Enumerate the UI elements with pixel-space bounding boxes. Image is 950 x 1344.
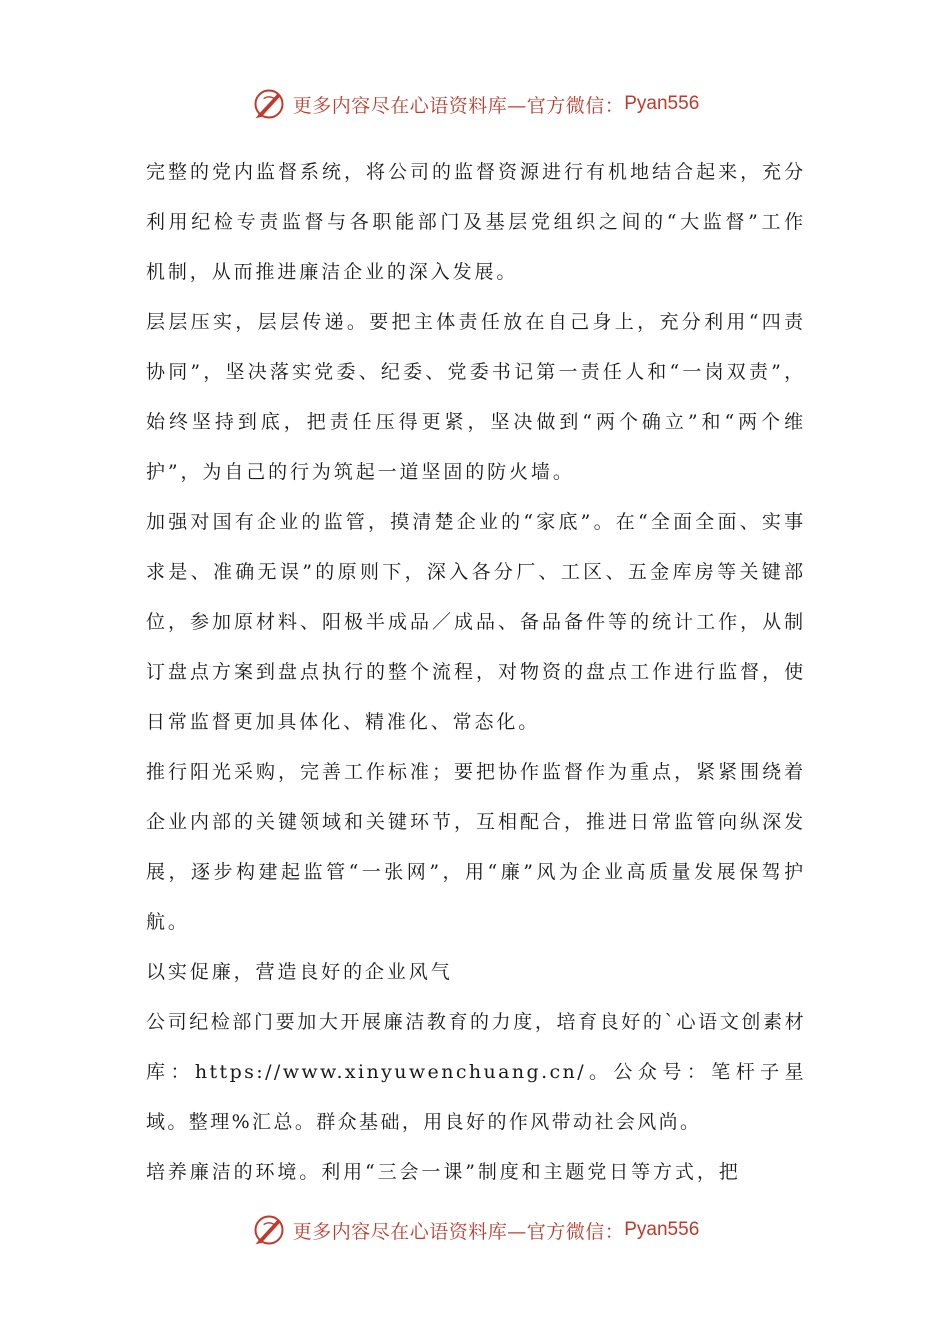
- paragraph: 培养廉洁的环境。利用“三会一课”制度和主题党日等方式，把: [146, 1161, 741, 1183]
- paragraph: 层层压实，层层传递。要把主体责任放在自己身上，充分利用“四责协同”，坚决落实党委、纪委、党委书记第一责任人和“一岗双责”，始终坚持到底，把责任压得更紧，坚决做到“两个确立”和“两个维护”，为自己的行为筑起一道坚固的防火墙。: [146, 311, 806, 483]
- section-heading: 以实促廉，营造良好的企业风气: [146, 961, 453, 983]
- footer-banner: [0, 1210, 950, 1250]
- banner-wechat-id: Pyan556: [624, 93, 700, 114]
- document-body: [146, 147, 806, 1197]
- banner-wechat-id: Pyan556: [624, 1219, 700, 1240]
- paragraph: 公司纪检部门要加大开展廉洁教育的力度，培育良好的`心语文创素材库：https://www.xinyuwenchuang.cn/。公众号：笔杆子星域。整理%汇总。群众基础，用良好的作风带动社会风尚。: [146, 1011, 806, 1133]
- banner-text: 更多内容尽在心语资料库—官方微信：: [292, 94, 625, 117]
- header-banner: [0, 84, 950, 124]
- paragraph: 加强对国有企业的监管，摸清楚企业的“家底”。在“全面全面、实事求是、准确无误”的原则下，深入各分厂、工区、五金库房等关键部位，参加原材料、阳极半成品／成品、备品备件等的统计工作，从制订盘点方案到盘点执行的整个流程，对物资的盘点工作进行监督，使日常监督更加具体化、精准化、常态化。: [146, 511, 806, 733]
- pen-logo-icon: [251, 1212, 287, 1248]
- paragraph: 推行阳光采购，完善工作标准；要把协作监督作为重点，紧紧围绕着企业内部的关键领域和关键环节，互相配合，推进日常监管向纵深发展，逐步构建起监管“一张网”，用“廉”风为企业高质量发展保驾护航。: [146, 761, 806, 933]
- banner-text: 更多内容尽在心语资料库—官方微信：: [292, 1220, 625, 1243]
- paragraph: 完整的党内监督系统，将公司的监督资源进行有机地结合起来，充分利用纪检专责监督与各职能部门及基层党组织之间的“大监督”工作机制，从而推进廉洁企业的深入发展。: [146, 161, 806, 283]
- pen-logo-icon: [251, 86, 287, 122]
